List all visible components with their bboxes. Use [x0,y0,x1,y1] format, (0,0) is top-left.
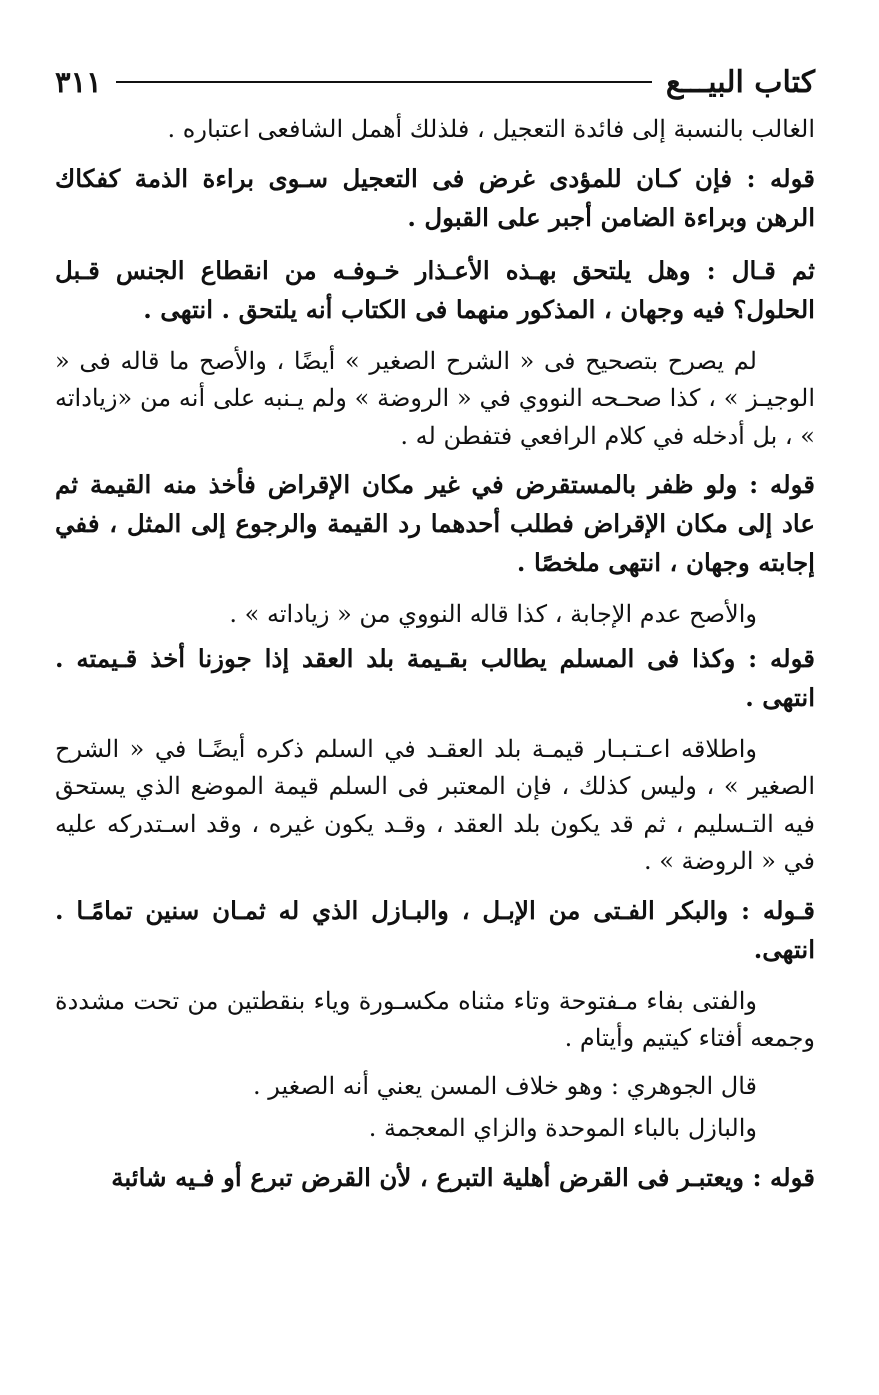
commentary-paragraph: والأصح عدم الإجابة ، كذا قاله النووي من « زياداته » . [229,600,757,628]
quote-paragraph: قوله : وكذا فى المسلم يطالب بقـيمة بلد العقد إذا جوزنا أخذ قـيمته . انتهى . [55,643,815,712]
page-number: ٣١١ [55,65,102,99]
book-page [55,58,815,1197]
paragraph: الغالب بالنسبة إلى فائدة التعجيل ، فلذلك أهمل الشافعى اعتباره . [167,115,815,143]
page-header [55,58,815,106]
page-body [55,111,815,1197]
commentary-paragraph: والبازل بالباء الموحدة والزاي المعجمة . [368,1114,757,1142]
header-rule [116,81,652,83]
quote-paragraph: قوله : فإن كـان للمؤدى غرض فى التعجيل سـوى براءة الذمة كفكاك الرهن وبراءة الضامن أجبر على القبول . [55,163,815,232]
quote-paragraph: قوله : ولو ظفر بالمستقرض في غير مكان الإقراض فأخذ منه القيمة ثم عاد إلى مكان الإقراض فطلب أحدهما رد القيمة والرجوع إلى المثل ، ففي إجابته وجهان ، انتهى ملخصًا . [55,470,815,577]
commentary-paragraph: قال الجوهري : وهو خلاف المسن يعني أنه الصغير . [253,1071,757,1100]
quote-paragraph: قـوله : والبكر الفـتى من الإبـل ، والبـازل الذي له ثمـان سنين تمامًـا . انتهى. [55,895,815,964]
quote-paragraph: قوله : ويعتبـر فى القرض أهلية التبرع ، لأن القرض تبرع أو فـيه شائبة [111,1162,815,1192]
commentary-paragraph: لم يصرح بتصحيح فى « الشرح الصغير » أيضًا ، والأصح ما قاله فى « الوجيـز » ، كذا صحـحه النووي في « الروضة » ولم يـنبه على أنه من «زياداته » ، بل أدخله في كلام الرافعي فتفطن له . [55,346,815,450]
quote-paragraph: ثم قـال : وهل يلتحق بهـذه الأعـذار خـوفـه من انقطاع الجنس قـبل الحلول؟ فيه وجهان ، المذكور منهما فى الكتاب أنه يلتحق . انتهى . [55,255,815,324]
commentary-paragraph: واطلاقه اعـتـبـار قيمـة بلد العقـد في السلم ذكره أيضًـا في « الشرح الصغير » ، وليس كذلك ، فإن المعتبر فى السلم قيمة الموضع الذي يستحق فيه التـسليم ، ثم قد يكون بلد العقد ، وقـد يكون غيره ، وقد اسـتدركه عليه في « الروضة » . [55,734,815,875]
running-title: كتاب البيـــع [665,64,815,100]
commentary-paragraph: والفتى بفاء مـفتوحة وتاء مثناه مكسـورة وياء بنقطتين من تحت مشددة وجمعه أفتاء كيتيم وأيتام . [55,986,815,1052]
